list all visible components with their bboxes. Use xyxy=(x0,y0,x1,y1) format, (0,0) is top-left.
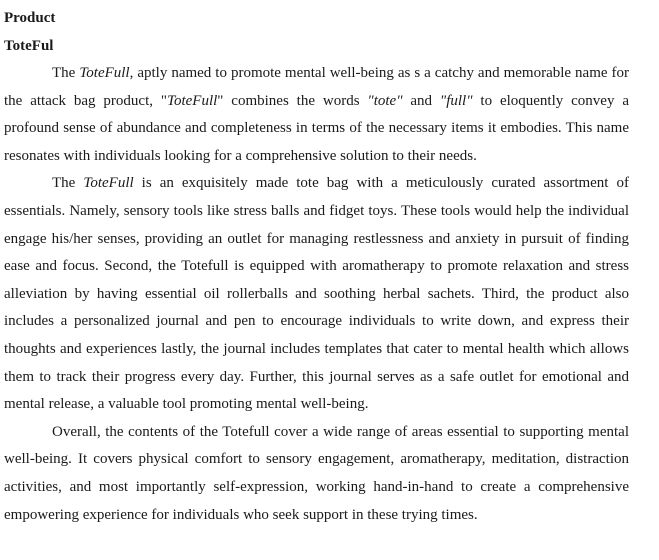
paragraph-text: Overall, the contents of the Totefull cover a wide range of areas essential to supporting mental well-being. It covers physical comfort to sensory engagement, aromatherapy, meditation, distraction activities, and most importantly self-expression, working hand-in-hand to create a comprehensive empowering experience for individuals who seek support in these trying times. xyxy=(4,423,629,523)
paragraph-text: and xyxy=(402,92,440,109)
paragraph-text: The xyxy=(52,65,80,81)
italic-word-full: "full" xyxy=(439,92,473,109)
italic-product-name: ToteFull xyxy=(83,175,134,192)
paragraph-text: is an exquisitely made tote bag with a meticulously curated assortment of essentials. Namely, sensory tools like stress balls and fidget toys. These tools would help the individual engage his/her senses, providing an outlet for managing restlessness and anxiety in pursuit of finding ease and focus. Second, the Totefull is equipped with aromatherapy to promote relaxation and stress alleviation by having essential oil rollerballs and soothing herbal sachets. Third, the product also includes a personalized journal and pen to encourage individuals to write down, and express their thoughts and experiences lastly, the journal includes templates that cater to mental health which allows them to track their progress every day. Further, this journal serves as a safe outlet for emotional and mental release, a valuable tool promoting mental well-being. xyxy=(4,175,629,413)
section-heading: Product xyxy=(4,10,56,26)
paragraph-text: , aptly named to promote mental well-being as s a catchy and memorable name for the attack bag product, " xyxy=(4,65,629,109)
paragraph-text: " combines the words xyxy=(217,92,368,109)
product-title: ToteFul xyxy=(4,38,54,54)
paragraph-contents xyxy=(4,170,629,418)
paragraph-text: The xyxy=(52,175,84,192)
italic-word-tote: "tote" xyxy=(367,92,403,109)
italic-product-name: ToteFull xyxy=(79,65,130,81)
italic-product-name: ToteFull xyxy=(167,92,218,109)
paragraph-text: to eloquently convey a profound sense of abundance and completeness in terms of the necessary items it embodies. This name resonates with individuals looking for a comprehensive solution to their needs. xyxy=(4,92,629,164)
paragraph-summary xyxy=(4,419,629,529)
paragraph-name-origin xyxy=(4,60,629,170)
